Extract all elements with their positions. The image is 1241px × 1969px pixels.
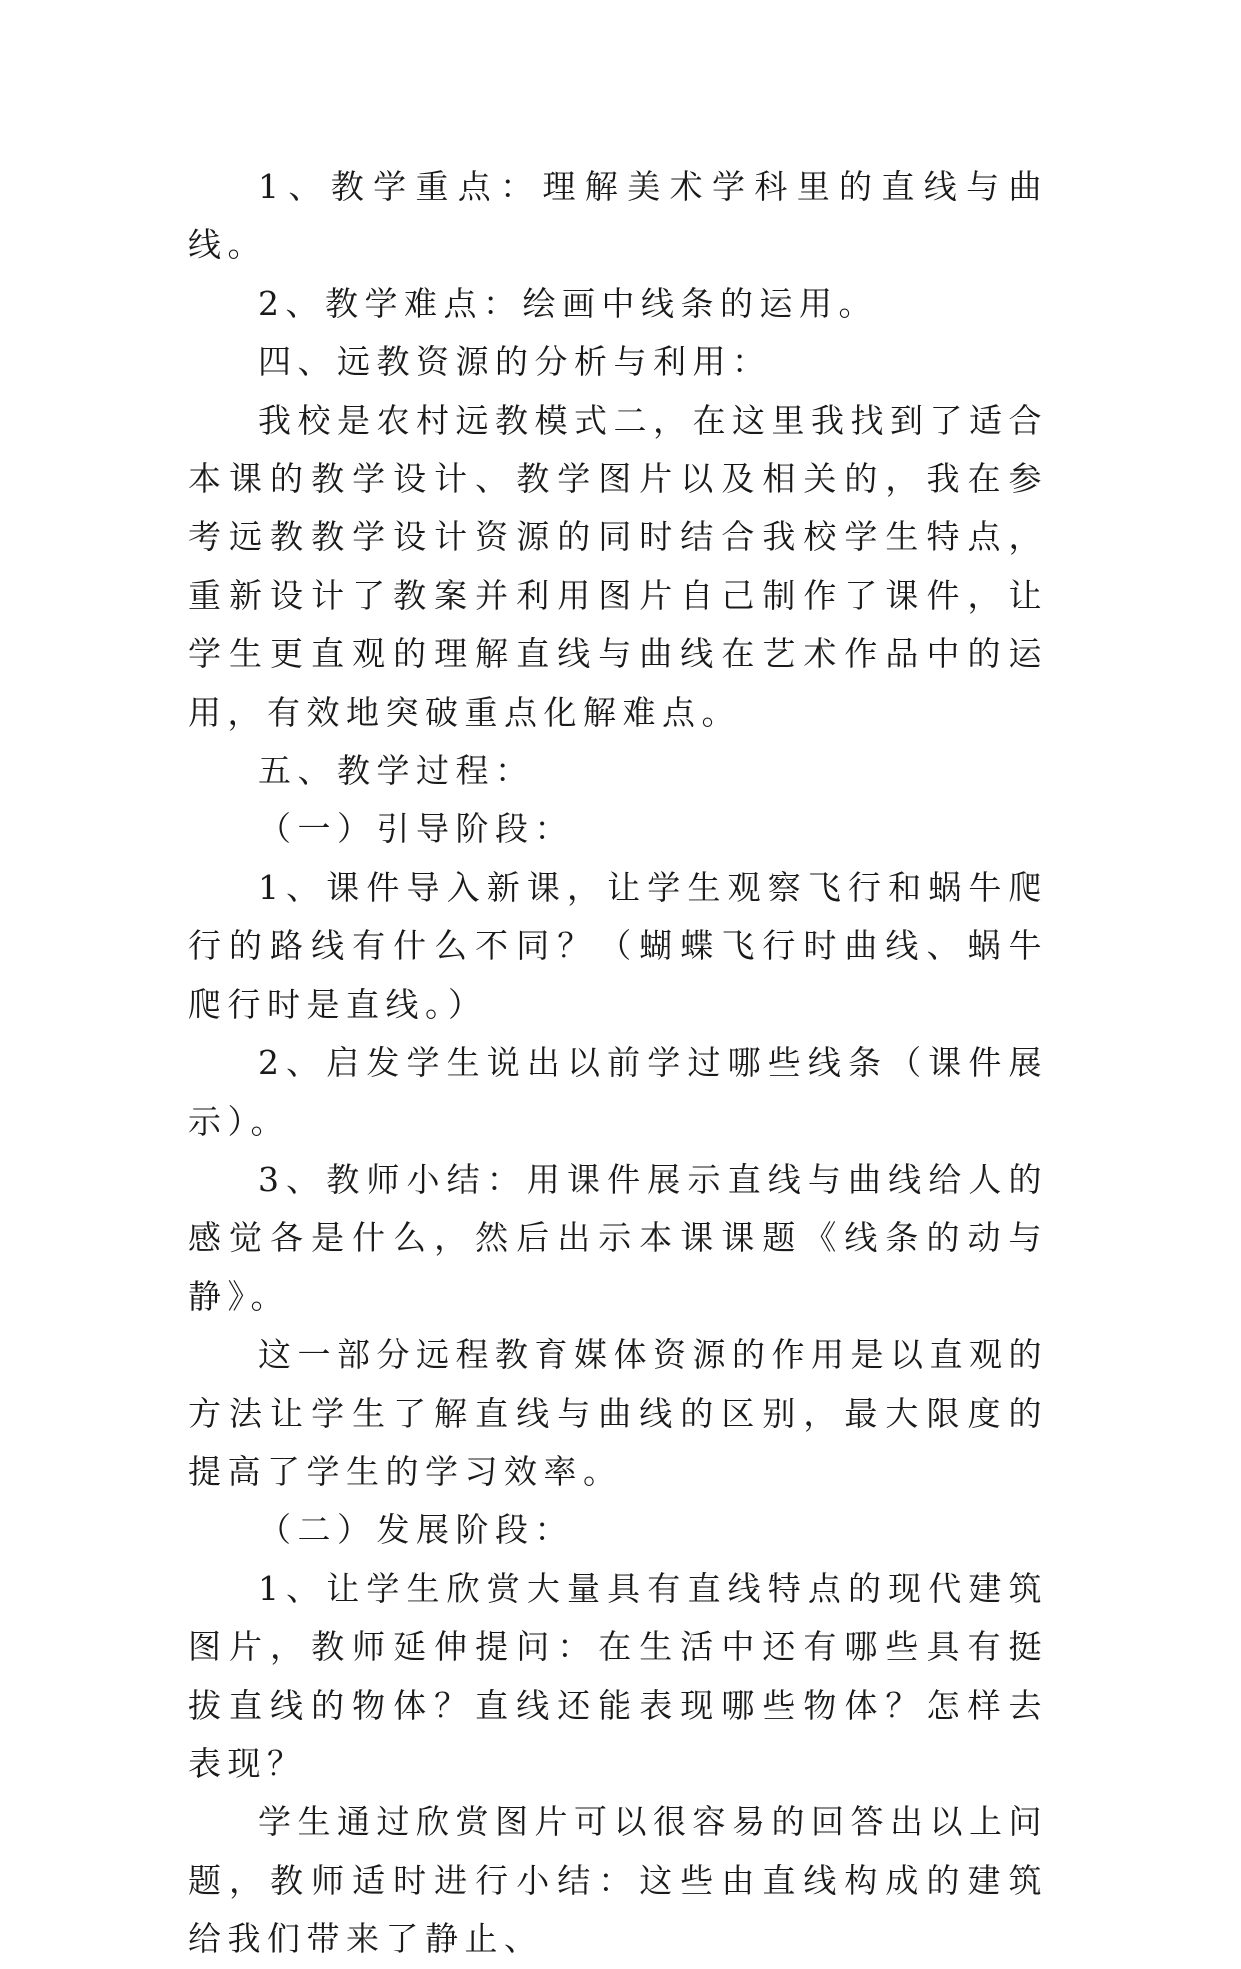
paragraph-resources-analysis: 我校是农村远教模式二，在这里我找到了适合本课的教学设计、教学图片以及相关的，我在参考远教教学设计资源的同时结合我校学生特点，重新设计了教案并利用图片自己制作了课件，让学生更直观的理解直线与曲线在艺术作品中的运用，有效地突破重点化解难点。 [188, 400, 1048, 732]
subheading-guidance-stage: （一）引导阶段： [258, 809, 574, 849]
paragraph-development-step-1: 1、让学生欣赏大量具有直线特点的现代建筑图片，教师延伸提问：在生活中还有哪些具有挺拔直线的物体？直线还能表现哪些物体？怎样去表现？ [188, 1568, 1048, 1783]
paragraph-teaching-difficulty: 2、教学难点：绘画中线条的运用。 [258, 283, 878, 323]
paragraph-guidance-summary: 这一部分远程教育媒体资源的作用是以直观的方法让学生了解直线与曲线的区别，最大限度的提高了学生的学习效率。 [188, 1335, 1048, 1491]
paragraph-guidance-step-1: 1、课件导入新课，让学生观察飞行和蜗牛爬行的路线有什么不同？（蝴蝶飞行时曲线、蜗牛爬行时是直线。） [188, 867, 1048, 1024]
section-heading-process: 五、教学过程： [258, 751, 535, 791]
subheading-development-stage: （二）发展阶段： [258, 1510, 574, 1550]
section-heading-resources: 四、远教资源的分析与利用： [258, 342, 772, 382]
paragraph-guidance-step-2: 2、启发学生说出以前学过哪些线条（课件展示）。 [188, 1043, 1048, 1141]
paragraph-development-summary: 学生通过欣赏图片可以很容易的回答出以上问题，教师适时进行小结：这些由直线构成的建筑给我们带来了静止、 [188, 1802, 1048, 1959]
document-body [188, 158, 1048, 1969]
paragraph-guidance-step-3: 3、教师小结：用课件展示直线与曲线给人的感觉各是什么，然后出示本课课题《线条的动与静》。 [188, 1159, 1048, 1316]
paragraph-teaching-focus: 1、教学重点：理解美术学科里的直线与曲线。 [188, 167, 1048, 265]
